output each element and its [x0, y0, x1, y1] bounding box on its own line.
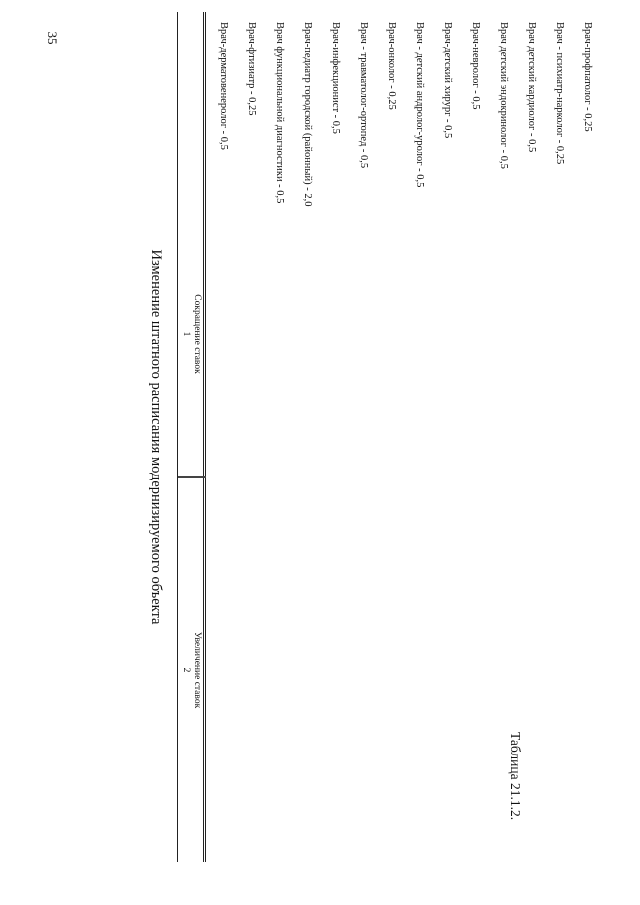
table-row: Врач детский эндокринолог - 0,5	[498, 22, 509, 169]
document-title: Изменение штатного расписания модернизируемого объекта	[148, 249, 164, 625]
table-row: Врач - детский андролог-уролог - 0,5	[414, 22, 425, 188]
column-number-2: 2	[181, 667, 191, 673]
table-top-rule-secondary	[203, 12, 204, 862]
reduction-rows	[206, 12, 600, 452]
table-row: Врач - психиатр-нарколог - 0,25	[554, 22, 565, 165]
table-row: Врач-онколог - 0,25	[386, 22, 397, 110]
landscape-content	[130, 12, 600, 862]
header-reduction: Сокращение ставок	[192, 294, 202, 374]
table-row: Врач-дерматовенеролог - 0,5	[218, 22, 229, 150]
table-row: Врач-профпатолог - 0,25	[582, 22, 593, 132]
table-header-rule	[177, 12, 178, 862]
table-row: Врач-инфекционист - 0,5	[330, 22, 341, 134]
table-row: Врач-педиатр городской (районный) - 2,0	[302, 22, 313, 207]
table-row: Врач-невролог - 0,5	[470, 22, 481, 110]
table-row: Врач-детский хирург - 0,5	[442, 22, 453, 139]
page-number: 35	[45, 31, 60, 45]
header-increase: Увеличение ставок	[192, 631, 202, 709]
table-row: Врач - травматолог-ортопед - 0,5	[358, 22, 369, 169]
table-row: Врач-фтизиатр - 0,25	[246, 22, 257, 116]
table-row: Врач детский кардиолог - 0,5	[526, 22, 537, 153]
table-row: Врач функциональной диагностики - 0,5	[274, 22, 285, 204]
column-number-1: 1	[181, 331, 191, 337]
table-label: Таблица 21.1.2.	[508, 732, 523, 821]
